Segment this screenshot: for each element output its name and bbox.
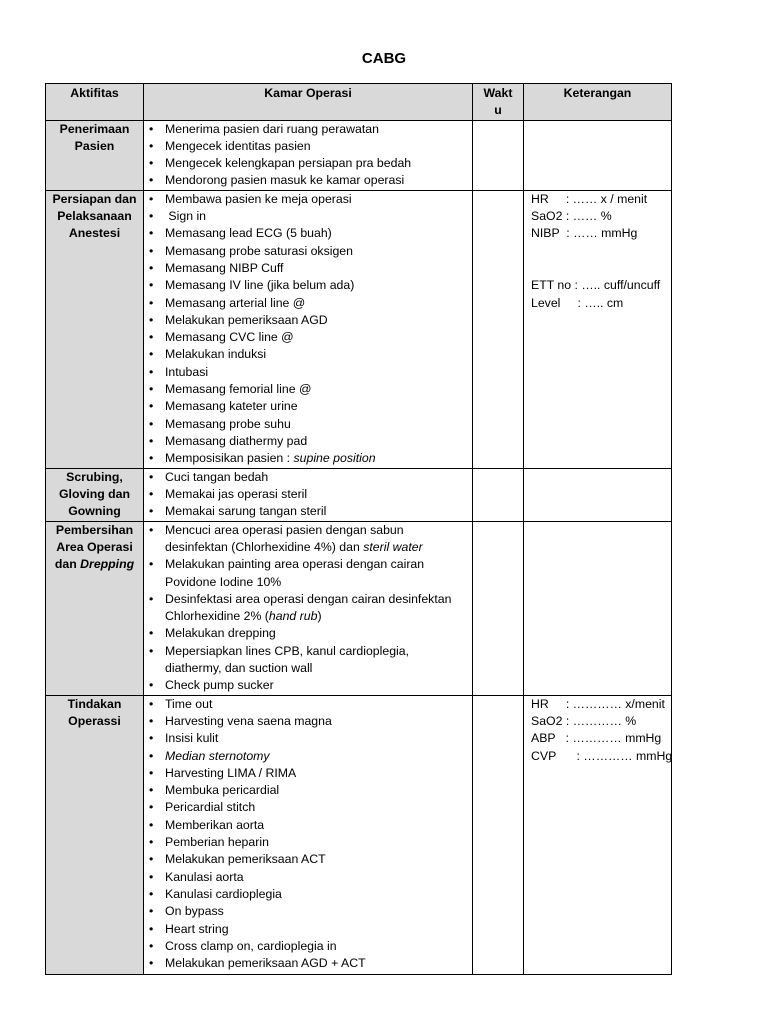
list-item: • Memasang diathermy pad <box>144 433 472 450</box>
notes-cell <box>524 521 672 695</box>
table-row <box>46 120 672 190</box>
list-item: • Time out <box>144 696 472 713</box>
activity-cell: Persiapan dan Pelaksanaan Anestesi <box>46 190 144 468</box>
list-item: • Desinfektasi area operasi dengan cairan desinfektan Chlorhexidine 2% (hand rub) <box>144 591 472 626</box>
activity-cell: Pembersihan Area Operasi dan Drepping <box>46 521 144 695</box>
activity-cell: Tindakan Operassi <box>46 695 144 974</box>
list-item: • Memasang arterial line @ <box>144 295 472 312</box>
procedure-cell <box>144 521 473 695</box>
table-row <box>46 468 672 521</box>
list-item: • Mencuci area operasi pasien dengan sabun desinfektan (Chlorhexidine 4%) dan steril water <box>144 522 472 557</box>
procedure-cell <box>144 120 473 190</box>
note-line: Level : ….. cm <box>531 295 624 310</box>
activity-cell: Scrubing, Gloving dan Gowning <box>46 468 144 521</box>
list-item: • Memasang lead ECG (5 buah) <box>144 225 472 242</box>
list-item: • Memakai sarung tangan steril <box>144 503 472 520</box>
time-cell <box>473 521 524 695</box>
list-item: • Membawa pasien ke meja operasi <box>144 191 472 208</box>
list-item: • Check pump sucker <box>144 677 472 694</box>
table-header-row <box>46 84 672 121</box>
list-item: • Melakukan pemeriksaan ACT <box>144 851 472 868</box>
list-item: • Mengecek identitas pasien <box>144 138 472 155</box>
table-row <box>46 695 672 974</box>
notes-cell <box>524 468 672 521</box>
header-keterangan: Keterangan <box>524 84 672 121</box>
list-item: • On bypass <box>144 903 472 920</box>
note-line: NIBP : …… mmHg <box>531 226 638 241</box>
list-item: • Pericardial stitch <box>144 799 472 816</box>
note-line <box>531 260 671 277</box>
note-line: HR : …… x / menit <box>531 191 648 206</box>
procedure-cell <box>144 190 473 468</box>
note-line: SaO2 : …… % <box>531 209 612 224</box>
list-item: • Median sternotomy <box>144 748 472 765</box>
list-item: • Memasang kateter urine <box>144 398 472 415</box>
list-item: • Memasang NIBP Cuff <box>144 260 472 277</box>
header-waktu: Wakt u <box>473 84 524 121</box>
procedure-cell <box>144 695 473 974</box>
time-cell <box>473 120 524 190</box>
note-line: ETT no : ….. cuff/uncuff <box>531 278 661 293</box>
list-item: • Memasang probe suhu <box>144 416 472 433</box>
list-item: • Cuci tangan bedah <box>144 469 472 486</box>
list-item: • Melakukan painting area operasi dengan cairan Povidone Iodine 10% <box>144 556 472 591</box>
note-line: HR : ………… x/menit <box>531 696 665 711</box>
note-line: ABP : ………… mmHg <box>531 731 662 746</box>
list-item: • Menerima pasien dari ruang perawatan <box>144 121 472 138</box>
list-item: • Memasang CVC line @ <box>144 329 472 346</box>
list-item: • Kanulasi aorta <box>144 869 472 886</box>
header-kamar-operasi: Kamar Operasi <box>144 84 473 121</box>
list-item: • Pemberian heparin <box>144 834 472 851</box>
list-item: • Melakukan induksi <box>144 346 472 363</box>
list-item: • Intubasi <box>144 364 472 381</box>
list-item: • Memposisikan pasien : supine position <box>144 450 472 467</box>
notes-cell <box>524 695 672 974</box>
list-item: • Harvesting vena saena magna <box>144 713 472 730</box>
list-item: • Kanulasi cardioplegia <box>144 886 472 903</box>
list-item: • Harvesting LIMA / RIMA <box>144 765 472 782</box>
list-item: • Mepersiapkan lines CPB, kanul cardioplegia, diathermy, dan suction wall <box>144 643 472 678</box>
list-item: • Memasang probe saturasi oksigen <box>144 243 472 260</box>
list-item: • Sign in <box>144 208 472 225</box>
table-row <box>46 190 672 468</box>
note-line: SaO2 : ………… % <box>531 713 637 728</box>
notes-cell <box>524 120 672 190</box>
list-item: • Cross clamp on, cardioplegia in <box>144 938 472 955</box>
time-cell <box>473 468 524 521</box>
list-item: • Memasang femorial line @ <box>144 381 472 398</box>
note-line <box>531 243 671 260</box>
list-item: • Mengecek kelengkapan persiapan pra bedah <box>144 155 472 172</box>
list-item: • Memberikan aorta <box>144 817 472 834</box>
time-cell <box>473 190 524 468</box>
table-row <box>46 521 672 695</box>
list-item: • Insisi kulit <box>144 730 472 747</box>
document-title: CABG <box>361 50 407 67</box>
procedure-cell <box>144 468 473 521</box>
list-item: • Mendorong pasien masuk ke kamar operasi <box>144 172 472 189</box>
notes-cell <box>524 190 672 468</box>
list-item: • Memasang IV line (jika belum ada) <box>144 277 472 294</box>
cabg-checklist-table <box>45 83 672 975</box>
list-item: • Melakukan drepping <box>144 625 472 642</box>
list-item: • Memakai jas operasi steril <box>144 486 472 503</box>
list-item: • Melakukan pemeriksaan AGD + ACT <box>144 955 472 972</box>
list-item: • Heart string <box>144 921 472 938</box>
header-aktifitas: Aktifitas <box>46 84 144 121</box>
list-item: • Membuka pericardial <box>144 782 472 799</box>
activity-cell: Penerimaan Pasien <box>46 120 144 190</box>
time-cell <box>473 695 524 974</box>
list-item: • Melakukan pemeriksaan AGD <box>144 312 472 329</box>
note-line: CVP : ………… mmHg <box>531 748 673 763</box>
